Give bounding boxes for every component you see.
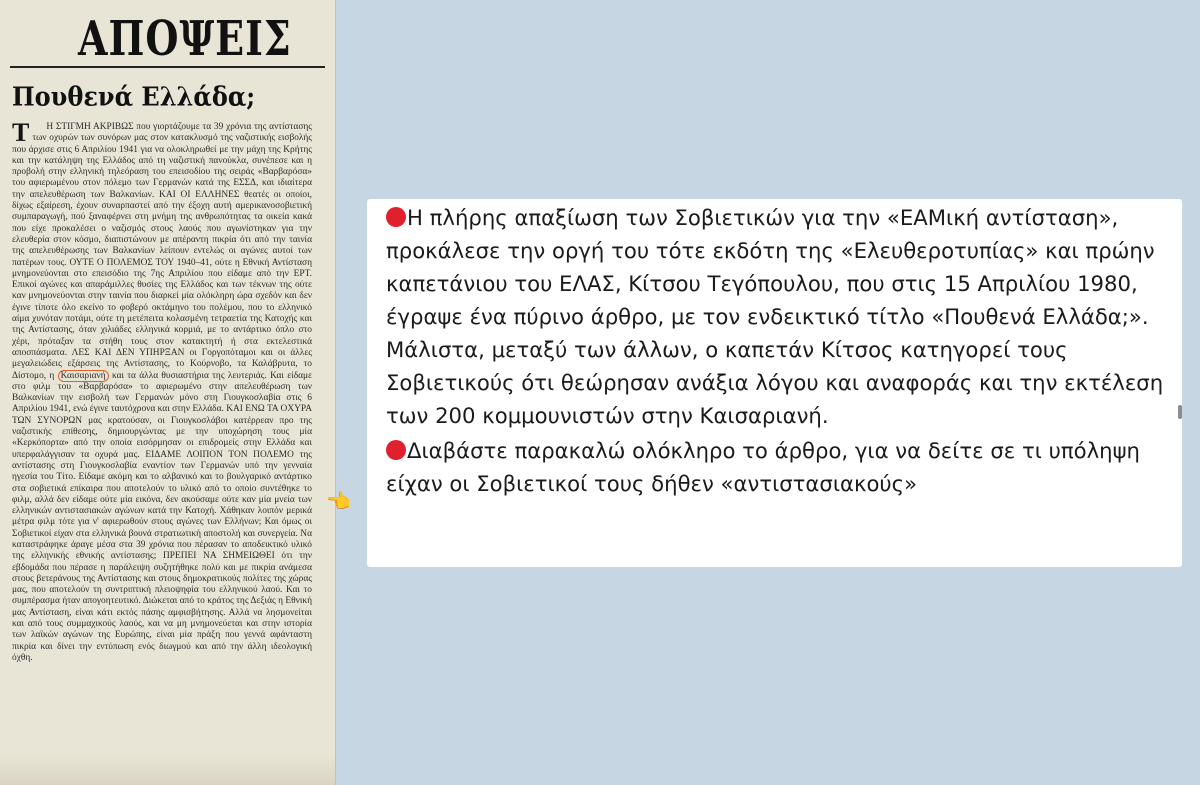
commentary-card bbox=[367, 199, 1182, 567]
clipping-article-title: Πουθενά Ελλάδα; bbox=[12, 80, 256, 112]
red-circle-icon bbox=[386, 207, 406, 227]
clipping-dropcap: Τ bbox=[12, 118, 30, 147]
clipping-highlighted-word: Καισαριανή bbox=[58, 370, 109, 382]
clipping-article-body bbox=[12, 118, 312, 664]
scrollbar-handle[interactable] bbox=[1178, 405, 1182, 419]
commentary-text-1: Η πλήρης απαξίωση των Σοβιετικών για την «ΕΑΜική αντίσταση», προκάλεσε την οργή του τότε εκδότη της «Ελευθεροτυπίας» και πρώην καπετάνιου του ΕΛΑΣ, Κίτσου Τεγόπουλου, που στις 15 Απριλίου 1980, έγραψε ένα πύρινο άρθρο, με τον ενδεικτικό τίτλο «Πουθενά Ελλάδα;». Μάλιστα, μεταξύ των άλλων, ο καπετάν Κίτσος κατηγορεί τους Σοβιετικούς ότι θεώρησαν ανάξια λόγου και αναφοράς και την εκτέλεση των 200 κομμουνιστών στην Καισαριανή. bbox=[386, 205, 1164, 428]
clipping-bottom-fade bbox=[0, 755, 335, 785]
commentary-paragraph-1 bbox=[386, 201, 1174, 432]
commentary-text-2: Διαβάστε παρακαλώ ολόκληρο το άρθρο, για να δείτε σε τι υπόληψη είχαν οι Σοβιετικοί τους δήθεν «αντιστασιακούς» bbox=[386, 438, 1140, 496]
clipping-divider bbox=[10, 66, 325, 68]
clipping-body-text-2: και τα άλλα θυσιαστήρια της λευτεριάς. Και είδαμε στο φιλμ του «Βαρβαρόσα» το αφιερωμένο στην απελευθέρωση των Βαλκανίων την εισβολή των Γερμανών μόνο στη Γιουγκοσλαβία στις 6 Απριλίου 1941, ενώ έγινε ταυτόχρονα και στην Ελλάδα. ΚΑΙ ΕΝΩ ΤΑ ΟΧΥΡΑ ΤΩΝ ΣΥΝΟΡΩΝ μας κρατούσαν, οι Γιουγκοσλάβοι κατέρρεαν προ της ναζιστικής επίθεσης, δημιουργώντας με την υποχώρηση τους μία «Κερκόπορτα» από την οποία εισόρμησαν οι επιδρομείς στην Ελλάδα και υπερφαλάγγισαν τα οχυρά μας. ΕΙΔΑΜΕ ΛΟΙΠΟΝ ΤΟΝ ΠΟΛΕΜΟ της αντίστασης στη Γιουγκοσλαβία εναντίον των Γερμανών υπό την γενναία ηγεσία του Τίτο. Είδαμε ακόμη και το αλβανικό και το βουλγαρικό αντάρτικο στα σοβιετικά επίκαιρα που αποτελούν το υλικό από το οποίο συντέθηκε το φιλμ, αλλά δεν είδαμε ούτε μία εικόνα, δεν ακούσαμε ούτε καν μία μνεία των ελληνικών αντιστασιακών αγώνων κατά την Κατοχή. Χάθηκαν λοιπόν μερικά μέτρα φιλμ τότε για ν' αφιερωθούν στους αγώνες των Ελλήνων; Και όμως οι Σοβιετικοί είχαν στα ελληνικά βουνά στρατιωτική αποστολή και συνεργεία. Να καταστράφηκε άραγε μέσα στα 39 χρόνια που πέρασαν το αποδεικτικό υλικό της ελληνικής εθνικής αντίστασης; ΠΡΕΠΕΙ ΝΑ ΣΗΜΕΙΩΘΕΙ ότι την εβδομάδα που πέρασε η παράλειψη συζητήθηκε πολύ και με πικρία ανάμεσα στους βετεράνους της Αντίστασης και στους δημοκρατικούς πολίτες της χώρας μας, που αποτελούν τη συντριπτική πλειοψηφία του ελληνικού λαού. Και το συμπέρασμα ήταν απογοητευτικό. Διώκεται από το κράτος της Δεξιάς η Εθνική μας Αντίσταση, είναι κάτι εκτός πάσης αμφισβήτησης. Αλλά να λησμονείται και από τους συμμαχικούς λαούς, και να μη μνημονεύεται και στην ιστορία των λαϊκών αγώνων της Ευρώπης, είναι μία πράξη που γεννά αφάνταστη πικρία και δίνει την εντύπωση ενός διωγμού και από την άλλη ιδεολογική όχθη. bbox=[12, 370, 312, 663]
red-circle-icon bbox=[386, 440, 406, 460]
clipping-body-text-1: Η ΣΤΙΓΜΗ ΑΚΡΙΒΩΣ που γιορτάζουμε τα 39 χρόνια της αντίστασης των οχυρών των συνόρων μας στον κατακλυσμό της ναζιστικής εισβολής που άρχισε στις 6 Απριλίου 1941 για να ολοκληρωθεί με την μάχη της Κρήτης και την κατάληψη της Ελλάδος από τη ναζιστική πανούκλα, συνέπεσε και η προβολή στην ελληνική τηλεόραση του επεισοδίου της σειράς «Βαρβαρόσα» του αφιερωμένου στον πόλεμο των Γερμανών κατά της ΕΣΣΔ, και ιδιαίτερα την απελευθέρωση των Βαλκανίων. ΚΑΙ ΟΙ ΕΛΛΗΝΕΣ θεατές οι οποίοι, δίχως εξαίρεση, έχουν συναρπαστεί από την έξοχη αυτή αμερικανοσοβιετική συμπαραγωγή, πού ξαναφέρνει στη μνήμη της ανθρωπότητας τα οικεία κακά που είχε προκαλέσει ο ναζισμός στους λαούς που αγωνίστηκαν για την ελευθερία στον κόσμο, διαπιστώνουν με απέραντη πικρία ότι από την ταινία της απελευθέρωσης των Βαλκανίων λείπουν εντελώς οι αγώνες αυτοί των πατέρων τους. ΟΥΤΕ Ο ΠΟΛΕΜΟΣ ΤΟΥ 1940–41, ούτε η Εθνική Αντίσταση μνημονεύονται στο επεισόδιο της 7ης Απριλίου που είδαμε από την ΕΡΤ. Επικοί αγώνες και απαράμιλλες θυσίες της Ελλάδος και των τέκνων της ούτε καν μνημονεύονται στην ταινία που διαρκεί μία ολόκληρη ώρα σχεδόν και δεν έγινε τίποτε όλο εκείνο το φοβερό οκτάμηνο του πολέμου, που το ελληνικό αίμα χυνόταν ποτάμι, ούτε τη μετέπειτα κολασμένη τετραετία της Κατοχής και της Αντίστασης, όταν χιλιάδες ελληνικά κορμιά, με το αντάρτικο όπλο στο χέρι, πρόταξαν τα στήθη τους στον κατακτητή ή στα εκτελεστικά αποσπάσματα. ΛΕΣ ΚΑΙ ΔΕΝ ΥΠΗΡΞΑΝ οι Γοργοπόταμοι και οι άλλες μεγαλειώδεις εξάρσεις της Αντίστασης, το Κούρνοβο, τα Καλάβρυτα, το Δίστομο, η bbox=[12, 122, 312, 381]
pointing-hand-icon: 👈 bbox=[326, 489, 351, 513]
commentary-paragraph-2 bbox=[386, 434, 1174, 500]
newspaper-clipping bbox=[0, 0, 336, 785]
clipping-section-header: ΑΠΟΨΕΙΣ bbox=[78, 10, 292, 67]
